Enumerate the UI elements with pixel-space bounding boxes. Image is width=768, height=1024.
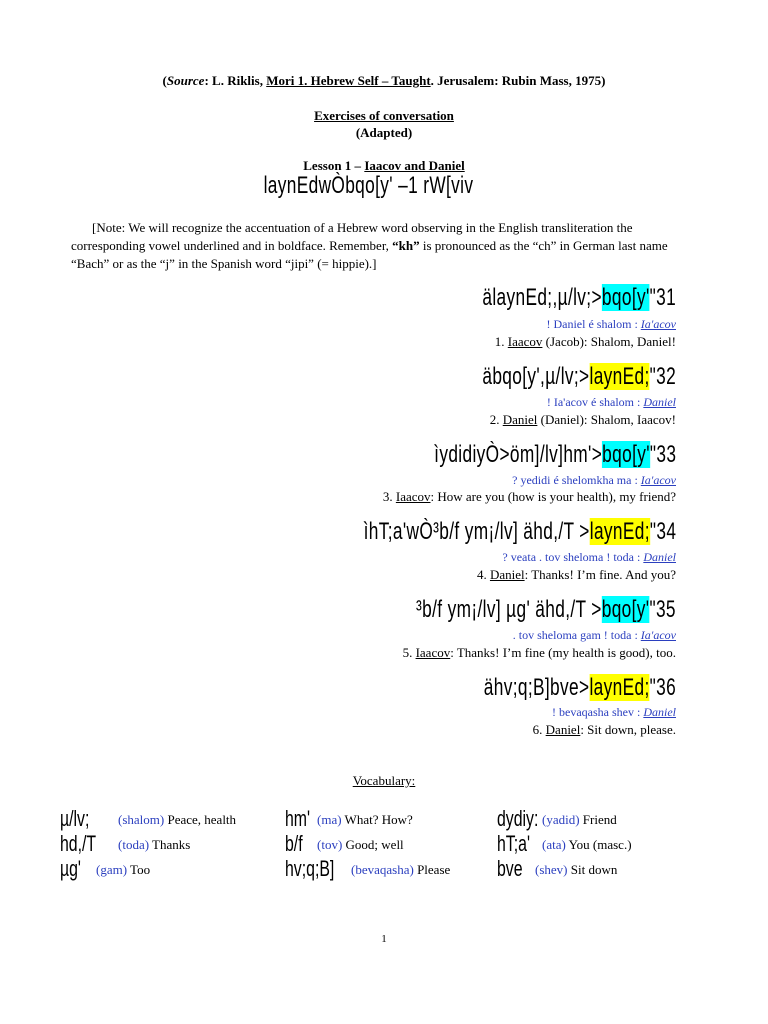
vocab-translit: (shalom)	[118, 812, 165, 827]
vocab-translit: (tov)	[317, 837, 343, 852]
source-author: : L. Riklis,	[204, 73, 267, 88]
source-citation	[0, 73, 768, 89]
hebrew-number: "35	[649, 596, 676, 623]
translit-speaker: Ia'acov	[640, 628, 676, 642]
dialogue-hebrew-1	[482, 284, 676, 312]
page-number: 1	[381, 933, 387, 945]
vocab-meaning: Thanks	[149, 837, 191, 852]
vocab-translit: (yadid)	[542, 812, 580, 827]
vocab-hebrew: hv;q;B]	[285, 856, 335, 881]
vocab-translit: (toda)	[118, 837, 150, 852]
vocab-translit: (ma)	[317, 812, 342, 827]
dialogue-english-4	[477, 567, 676, 583]
hebrew-text: ìhT;a'wÒ³b/f ym¡/lv] ähd,/T >	[363, 518, 590, 545]
english-text: (Daniel): Shalom, Iaacov!	[537, 412, 676, 427]
vocab-hebrew: hd,/T	[60, 831, 97, 856]
vocab-meaning: Too	[127, 862, 151, 877]
dialogue-translit-4	[502, 550, 676, 565]
english-text: : Thanks! I’m fine (my health is good), too.	[450, 645, 676, 660]
vocab-item	[285, 806, 413, 832]
hebrew-text: ähv;q;B]bve>	[483, 674, 590, 701]
vocab-item	[285, 831, 404, 857]
dialogue-translit-6	[552, 705, 676, 720]
vocab-translit: (gam)	[96, 862, 128, 877]
vocab-item	[60, 806, 236, 832]
translit-text: ! bevaqasha shev :	[552, 705, 641, 719]
english-text: : How are you (how is your health), my friend?	[430, 489, 676, 504]
translit-speaker: Ia'acov	[640, 317, 676, 331]
line-number: 1.	[494, 334, 505, 349]
speaker-hebrew: bqo[y'	[601, 596, 650, 623]
hebrew-text: äbqo[y',µ/lv;>	[482, 363, 590, 390]
dialogue-translit-5	[513, 628, 676, 643]
vocabulary-heading: Vocabulary:	[352, 773, 416, 788]
translit-text: . tov sheloma gam ! toda :	[512, 628, 638, 642]
vocab-hebrew: bve	[497, 856, 523, 881]
translit-speaker: Daniel	[643, 550, 676, 564]
vocab-meaning: You (masc.)	[565, 837, 632, 852]
source-label: Source	[166, 73, 205, 88]
vocab-meaning: Peace, health	[164, 812, 237, 827]
translit-speaker: Ia'acov	[640, 473, 676, 487]
note-text-1: [Note: We will recognize the accentuation of a Hebrew word observing in the English transliteration the corresponding vowel underlined and in boldface. Remember,	[71, 220, 633, 253]
english-text: : Sit down, please.	[580, 722, 676, 737]
translit-speaker: Daniel	[643, 395, 676, 409]
vocab-meaning: Please	[413, 862, 451, 877]
line-number: 4.	[476, 567, 487, 582]
vocab-item	[285, 856, 450, 882]
speaker-hebrew: laynEd;	[589, 363, 650, 390]
vocab-item	[497, 856, 617, 882]
dialogue-translit-3	[512, 473, 676, 488]
dialogue-english-2	[490, 412, 676, 428]
hebrew-number: "34	[649, 518, 676, 545]
english-speaker: Daniel	[502, 412, 538, 427]
line-number: 2.	[489, 412, 500, 427]
note-paragraph	[71, 219, 677, 273]
vocab-item	[497, 831, 632, 857]
vocab-translit: (shev)	[535, 862, 568, 877]
source-book: Mori 1. Hebrew Self – Taught	[266, 73, 431, 88]
line-number: 6.	[532, 722, 543, 737]
speaker-hebrew: bqo[y'	[601, 441, 650, 468]
speaker-hebrew: bqo[y'	[601, 284, 650, 311]
dialogue-english-5	[403, 645, 676, 661]
english-text: : Thanks! I’m fine. And you?	[524, 567, 676, 582]
vocab-hebrew: b/f	[285, 831, 303, 856]
speaker-hebrew: laynEd;	[589, 518, 650, 545]
dialogue-hebrew-5	[416, 596, 676, 624]
section-title: Exercises of conversation	[314, 108, 454, 123]
english-speaker: Iaacov	[507, 334, 543, 349]
dialogue-hebrew-6	[484, 674, 676, 702]
vocab-translit: (bevaqasha)	[351, 862, 414, 877]
dialogue-hebrew-3	[434, 441, 676, 469]
hebrew-number: "33	[649, 441, 676, 468]
dialogue-english-1	[495, 334, 676, 350]
hebrew-number: "36	[649, 674, 676, 701]
vocab-meaning: What? How?	[341, 812, 413, 827]
english-text: (Jacob): Shalom, Daniel!	[542, 334, 676, 349]
translit-text: ! Daniel é shalom :	[546, 317, 638, 331]
speaker-hebrew: laynEd;	[589, 674, 650, 701]
vocab-hebrew: dydiy:	[497, 806, 539, 831]
vocab-hebrew: µg'	[60, 856, 81, 881]
lesson-number: Lesson 1 –	[303, 158, 365, 173]
vocab-hebrew: µ/lv;	[60, 806, 90, 831]
vocab-meaning: Sit down	[567, 862, 618, 877]
source-prefix: (	[162, 73, 167, 88]
translit-text: ? yedidi é shelomkha ma :	[512, 473, 638, 487]
note-text-2: is pronounced as the “ch” in German last name “Bach” or as the “j” in the Spanish word “jipi” (= hippie).]	[71, 238, 668, 271]
line-number: 5.	[402, 645, 413, 660]
vocab-hebrew: hm'	[285, 806, 311, 831]
source-publisher: . Jerusalem: Rubin Mass, 1975)	[430, 73, 606, 88]
translit-text: ? veata . tov sheloma ! toda :	[502, 550, 641, 564]
vocab-item	[60, 856, 150, 882]
vocab-hebrew: hT;a'	[497, 831, 530, 856]
english-speaker: Daniel	[545, 722, 581, 737]
hebrew-text: älaynEd;,µ/lv;>	[482, 284, 602, 311]
translit-text: ! Ia'acov é shalom :	[546, 395, 641, 409]
english-speaker: Iaacov	[395, 489, 431, 504]
vocab-item	[497, 806, 617, 832]
translit-speaker: Daniel	[643, 705, 676, 719]
line-number: 3.	[382, 489, 393, 504]
vocab-meaning: Friend	[579, 812, 617, 827]
dialogue-english-3	[383, 489, 676, 505]
english-speaker: Iaacov	[415, 645, 451, 660]
dialogue-english-6	[533, 722, 676, 738]
lesson-hebrew-title: laynEdwÒbqo[y' –1 rW[viv	[263, 172, 473, 199]
vocab-item	[60, 831, 190, 857]
hebrew-number: "32	[649, 363, 676, 390]
hebrew-text: ìydidiyÒ>öm]/lv]hm'>	[433, 441, 602, 468]
vocab-translit: (ata)	[542, 837, 566, 852]
section-subtitle: (Adapted)	[355, 125, 413, 140]
lesson-name: Iaacov and Daniel	[364, 158, 465, 173]
hebrew-number: "31	[649, 284, 676, 311]
dialogue-hebrew-2	[482, 363, 676, 391]
dialogue-translit-1	[546, 317, 676, 332]
note-kh: “kh”	[392, 238, 420, 253]
hebrew-text: ³b/f ym¡/lv] µg' ähd,/T >	[416, 596, 602, 623]
dialogue-hebrew-4	[363, 518, 676, 546]
vocab-meaning: Good; well	[342, 837, 404, 852]
english-speaker: Daniel	[489, 567, 525, 582]
dialogue-translit-2	[547, 395, 676, 410]
